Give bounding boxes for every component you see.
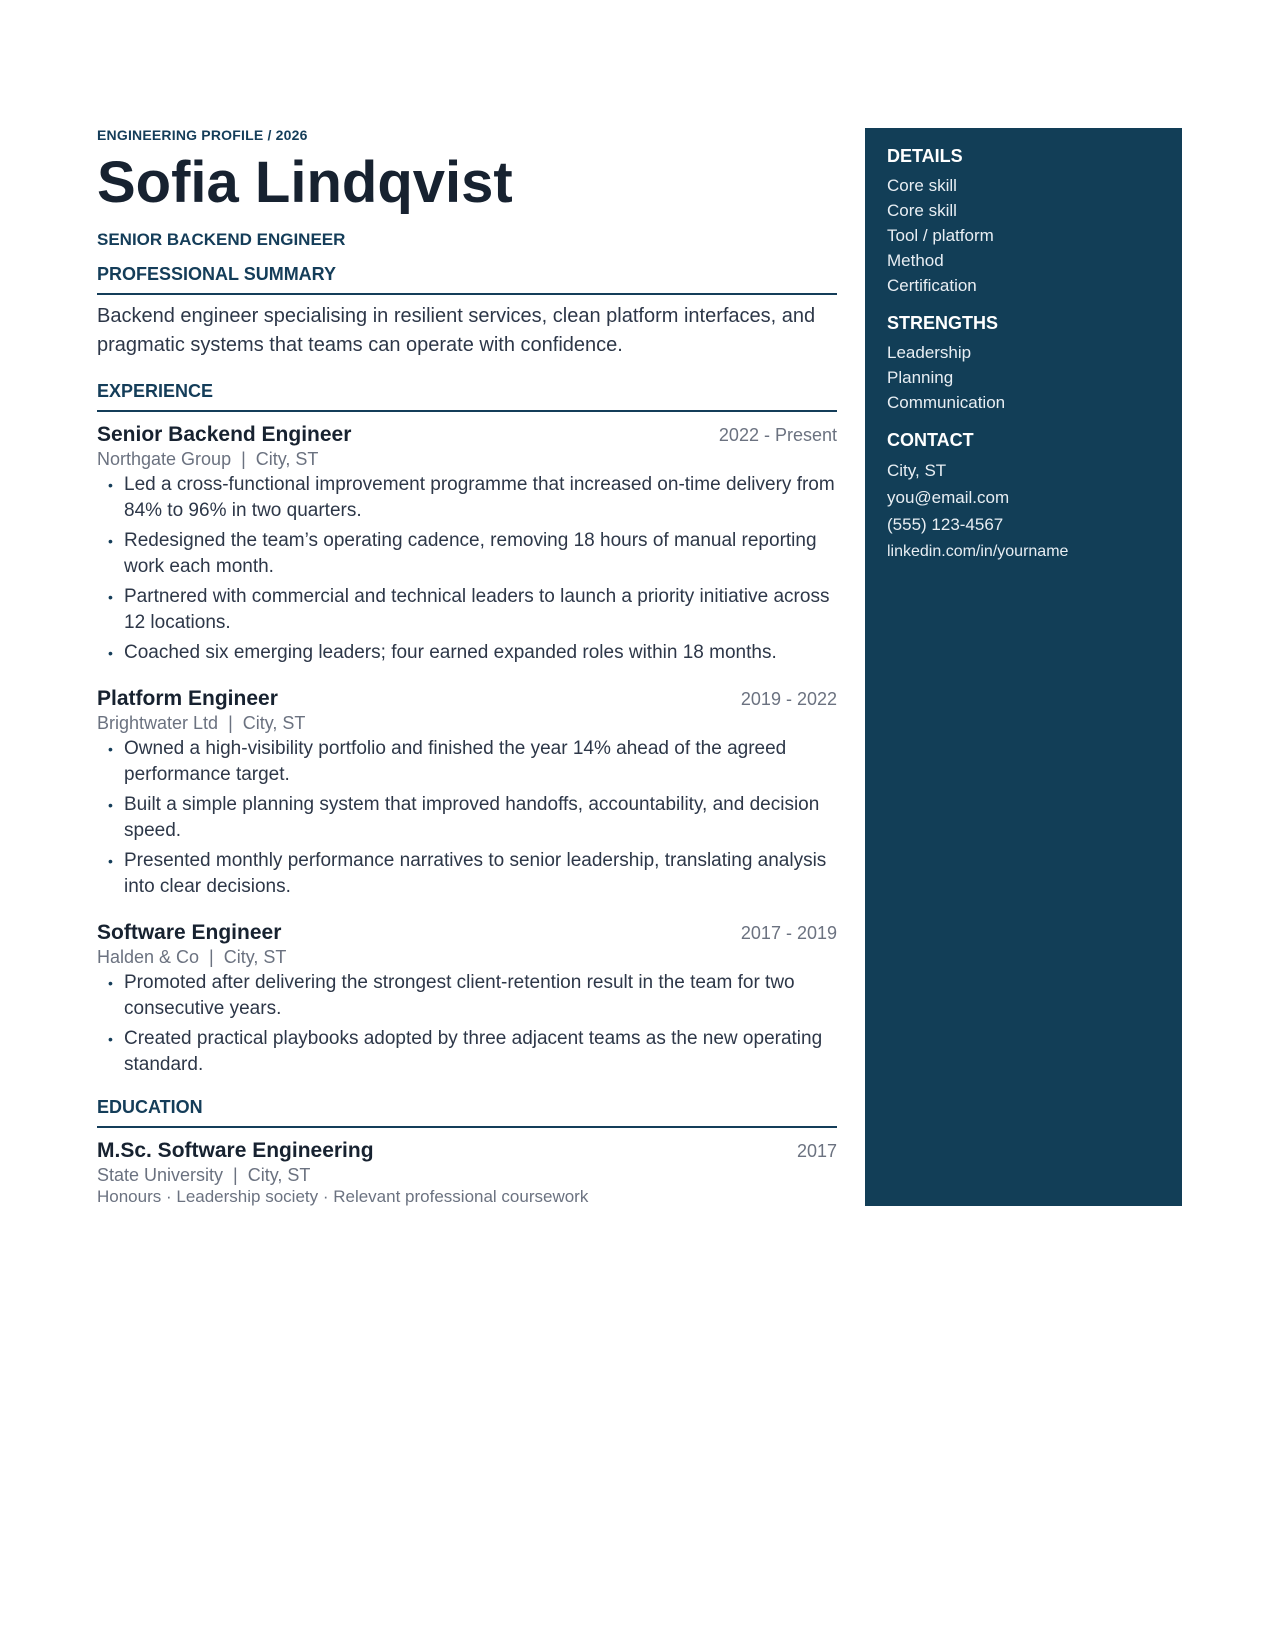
- details-heading: DETAILS: [887, 146, 963, 166]
- job-title: Platform Engineer: [97, 687, 278, 710]
- experience-heading: EXPERIENCE: [97, 380, 837, 412]
- bullet-icon: •: [108, 589, 113, 605]
- bullet-icon: •: [108, 477, 113, 493]
- strength-item: Leadership: [887, 343, 972, 362]
- job-entry: [97, 920, 837, 1078]
- bullet-text: Created practical playbooks adopted by three adjacent teams as the new operating standard.: [124, 1028, 823, 1075]
- contact-email-link[interactable]: you@email.com: [887, 488, 1010, 507]
- details-list: [887, 173, 1160, 298]
- contact-linkedin-link[interactable]: linkedin.com/in/yourname: [887, 543, 1069, 560]
- bullet-icon: •: [108, 853, 113, 869]
- summary-heading: PROFESSIONAL SUMMARY: [97, 263, 837, 295]
- job-header: [97, 686, 837, 712]
- experience-section: [97, 380, 837, 1078]
- contact-location: City, ST: [887, 461, 947, 480]
- job-dates: 2017 - 2019: [740, 923, 837, 943]
- job-organization: Northgate Group | City, ST: [97, 449, 319, 469]
- job-bullets: [97, 970, 837, 1078]
- sidebar: [865, 128, 1182, 1206]
- bullet-text: Led a cross-functional improvement programme that increased on-time delivery from 84% to 96% in two quarters.: [124, 474, 835, 521]
- strength-item: Planning: [887, 368, 954, 387]
- bullet-item: [97, 584, 837, 636]
- job-entry: [97, 422, 837, 666]
- details-item: Tool / platform: [887, 226, 994, 245]
- bullet-text: Coached six emerging leaders; four earned expanded roles within 18 months.: [124, 642, 777, 663]
- details-item: Core skill: [887, 201, 957, 220]
- job-header: [97, 422, 837, 448]
- bullet-icon: •: [108, 741, 113, 757]
- bullet-item: [97, 792, 837, 844]
- bullet-text: Presented monthly performance narratives to senior leadership, translating analysis into clear decisions.: [124, 850, 827, 897]
- bullet-icon: •: [108, 1031, 113, 1047]
- job-title: Senior Backend Engineer: [97, 423, 352, 446]
- job-organization: Halden & Co | City, ST: [97, 947, 287, 967]
- degree-title: M.Sc. Software Engineering: [97, 1139, 374, 1162]
- education-section: [97, 1096, 837, 1208]
- bullet-item: [97, 970, 837, 1022]
- summary-text: Backend engineer specialising in resilient services, clean platform interfaces, and pragmatic systems that teams can operate with confidence.: [97, 305, 816, 356]
- bullet-text: Built a simple planning system that improved handoffs, accountability, and decision speed.: [124, 794, 820, 841]
- job-title: Software Engineer: [97, 921, 282, 944]
- summary-section: [97, 263, 837, 360]
- job-dates: 2022 - Present: [718, 425, 837, 445]
- bullet-item: [97, 528, 837, 580]
- bullet-text: Partnered with commercial and technical leaders to launch a priority initiative across 12 locations.: [124, 586, 830, 633]
- bullet-item: [97, 640, 837, 666]
- main-column: [97, 125, 837, 1208]
- job-dates: 2019 - 2022: [740, 689, 837, 709]
- education-header: [97, 1138, 837, 1164]
- bullet-text: Redesigned the team’s operating cadence, removing 18 hours of manual reporting work each month.: [124, 530, 817, 577]
- education-heading: EDUCATION: [97, 1096, 837, 1128]
- details-item: Method: [887, 251, 944, 270]
- job-entry: [97, 686, 837, 900]
- profile-eyebrow: ENGINEERING PROFILE / 2026: [97, 127, 308, 143]
- education-school: State University | City, ST: [97, 1165, 311, 1185]
- job-bullets: [97, 736, 837, 900]
- job-organization: Brightwater Ltd | City, ST: [97, 713, 306, 733]
- education-notes: Honours · Leadership society · Relevant professional coursework: [97, 1187, 589, 1206]
- strengths-heading: STRENGTHS: [887, 313, 999, 333]
- bullet-icon: •: [108, 533, 113, 549]
- bullet-item: [97, 1026, 837, 1078]
- strength-item: Communication: [887, 393, 1006, 412]
- bullet-icon: •: [108, 645, 113, 661]
- bullet-text: Promoted after delivering the strongest client-retention result in the team for two consecutive years.: [124, 972, 795, 1019]
- education-year: 2017: [796, 1141, 837, 1161]
- strengths-list: [887, 340, 1160, 415]
- contact-section: [887, 428, 1160, 565]
- details-item: Core skill: [887, 176, 957, 195]
- bullet-item: [97, 472, 837, 524]
- education-entry: [97, 1138, 837, 1208]
- contact-heading: CONTACT: [887, 430, 974, 450]
- job-header: [97, 920, 837, 946]
- contact-phone: (555) 123-4567: [887, 515, 1004, 534]
- bullet-icon: •: [108, 975, 113, 991]
- contact-list: [887, 457, 1160, 565]
- candidate-name: Sofia Lindqvist: [97, 150, 513, 215]
- details-item: Certification: [887, 276, 977, 295]
- job-bullets: [97, 472, 837, 666]
- details-section: [887, 144, 1160, 298]
- strengths-section: [887, 311, 1160, 415]
- bullet-item: [97, 848, 837, 900]
- candidate-role: SENIOR BACKEND ENGINEER: [97, 230, 346, 249]
- bullet-item: [97, 736, 837, 788]
- bullet-icon: •: [108, 797, 113, 813]
- bullet-text: Owned a high-visibility portfolio and finished the year 14% ahead of the agreed performance target.: [124, 738, 787, 785]
